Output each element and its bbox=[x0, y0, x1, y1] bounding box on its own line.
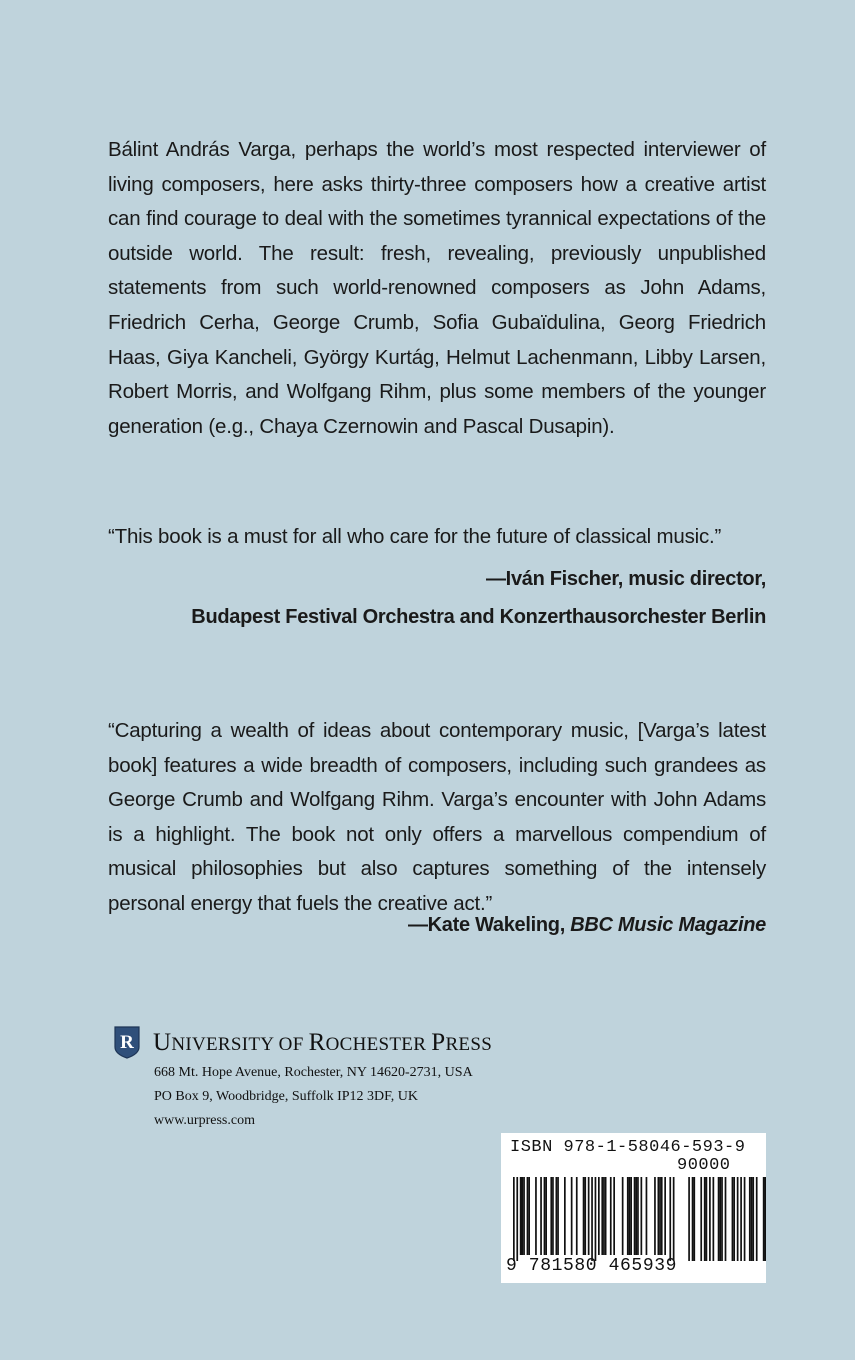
addon-bar bbox=[752, 1177, 754, 1261]
barcode-bar bbox=[605, 1177, 607, 1255]
barcode-bar bbox=[654, 1177, 656, 1255]
barcode-bar bbox=[588, 1177, 590, 1255]
addon-bar bbox=[737, 1177, 739, 1261]
addon-bar bbox=[749, 1177, 751, 1261]
reviewer-name: —Kate Wakeling, bbox=[407, 914, 565, 936]
barcode-bar bbox=[659, 1177, 661, 1255]
addon-bar bbox=[751, 1177, 753, 1261]
barcode-bar bbox=[641, 1177, 643, 1255]
barcode-bar bbox=[522, 1177, 524, 1255]
review-quote-2: “Capturing a wealth of ideas about contemporary music, [Varga’s latest book] features a wide breadth of composers, including such grandees as George Crumb and Wolfgang Rihm. Varga’s encounter with John Adams is a highlight. The book not only offers a marvellous compendium of musical philosophies but also captures something of the intensely personal energy that fuels the creative act.” bbox=[108, 719, 766, 915]
barcode-bar bbox=[661, 1177, 663, 1255]
barcode-bar bbox=[630, 1177, 632, 1255]
barcode-bar bbox=[557, 1177, 559, 1255]
barcode-bar bbox=[583, 1177, 585, 1255]
addon-bar bbox=[693, 1177, 695, 1261]
addon-bar bbox=[721, 1177, 723, 1261]
review-attribution-2 bbox=[66, 908, 766, 943]
book-description: Bálint András Varga, perhaps the world’s most respected interviewer of living composers, here asks thirty-three composers how a creative artist can find courage to deal with the sometimes tyrannical expectations of the outside world. The result: fresh, revealing, previously unpublished statements from such world-renowned composers as John Adams, Friedrich Cerha, George Crumb, Sofia Gubaïdulina, Georg Friedrich Haas, Giya Kancheli, György Kurtág, Helmut Lachenmann, Libby Larsen, Robert Morris, and Wolfgang Rihm, plus some members of the younger generation (e.g., Chaya Czernowin and Pascal Dusapin). bbox=[108, 138, 766, 438]
review-attribution-1-affiliation: Budapest Festival Orchestra and Konzerthausorchester Berlin bbox=[191, 606, 766, 628]
barcode-bar bbox=[603, 1177, 605, 1255]
barcode-bar bbox=[544, 1177, 546, 1255]
barcode-bar bbox=[598, 1177, 600, 1255]
barcode-bar bbox=[622, 1177, 624, 1255]
addon-bar bbox=[713, 1177, 715, 1261]
review-quote-1: “This book is a must for all who care for the future of classical music.” bbox=[108, 525, 722, 548]
barcode-bar bbox=[550, 1177, 552, 1255]
barcode-bar bbox=[513, 1177, 515, 1261]
barcode-bar bbox=[629, 1177, 631, 1255]
publisher-website: www.urpress.com bbox=[154, 1113, 255, 1128]
publisher-address-uk: PO Box 9, Woodbridge, Suffolk IP12 3DF, UK bbox=[154, 1089, 419, 1104]
barcode-bar bbox=[627, 1177, 629, 1255]
isbn-label: ISBN 978-1-58046-593-9 bbox=[510, 1138, 746, 1157]
barcode-bar bbox=[613, 1177, 615, 1255]
publisher-logo-icon bbox=[113, 1025, 141, 1059]
barcode-bar bbox=[556, 1177, 558, 1255]
barcode-bar bbox=[520, 1177, 522, 1255]
addon-bar bbox=[704, 1177, 706, 1261]
barcode-bar bbox=[545, 1177, 547, 1255]
review-attribution-1: —Iván Fischer, music director, bbox=[485, 568, 766, 590]
barcode-bar bbox=[673, 1177, 675, 1261]
addon-bar bbox=[719, 1177, 721, 1261]
barcode-bar bbox=[664, 1177, 666, 1255]
barcode-bar bbox=[610, 1177, 612, 1255]
addon-bar bbox=[706, 1177, 708, 1261]
isbn-barcode bbox=[501, 1133, 766, 1283]
barcode-bar bbox=[646, 1177, 648, 1255]
review-source: BBC Music Magazine bbox=[570, 914, 766, 936]
addon-bar bbox=[756, 1177, 758, 1261]
publisher-address-us: 668 Mt. Hope Avenue, Rochester, NY 14620-2731, USA bbox=[154, 1065, 473, 1080]
barcode-bar bbox=[658, 1177, 660, 1255]
addon-bar bbox=[700, 1177, 702, 1261]
addon-bar bbox=[688, 1177, 690, 1261]
barcode-bar bbox=[584, 1177, 586, 1255]
addon-bar bbox=[718, 1177, 720, 1261]
barcode-bar bbox=[634, 1177, 636, 1255]
addon-bar bbox=[763, 1177, 765, 1261]
barcode-bar bbox=[571, 1177, 573, 1255]
barcode-bar bbox=[552, 1177, 554, 1255]
addon-bar bbox=[709, 1177, 711, 1261]
barcode-bar bbox=[523, 1177, 525, 1255]
barcode-bar bbox=[535, 1177, 537, 1255]
barcode-bar bbox=[591, 1177, 593, 1261]
barcode-bar bbox=[635, 1177, 637, 1255]
addon-bar bbox=[744, 1177, 746, 1261]
addon-bar bbox=[692, 1177, 694, 1261]
barcode-bar bbox=[637, 1177, 639, 1255]
svg-text:R: R bbox=[120, 1032, 134, 1053]
barcode-bar bbox=[528, 1177, 530, 1255]
addon-bar bbox=[765, 1177, 766, 1261]
addon-bar bbox=[725, 1177, 727, 1261]
barcode-bar bbox=[564, 1177, 566, 1255]
barcode-bar bbox=[540, 1177, 542, 1255]
publisher-name: UNIVERSITY OF ROCHESTER PRESS bbox=[153, 1029, 493, 1056]
barcode-bar bbox=[669, 1177, 671, 1261]
addon-bar bbox=[740, 1177, 742, 1261]
barcode-bar bbox=[595, 1177, 597, 1261]
addon-bar bbox=[732, 1177, 734, 1261]
addon-bar bbox=[733, 1177, 735, 1261]
barcode-bar bbox=[527, 1177, 529, 1255]
price-addon-code: 90000 bbox=[677, 1156, 731, 1175]
barcode-bar bbox=[576, 1177, 578, 1255]
barcode-bar bbox=[516, 1177, 518, 1261]
barcode-digits: 9 781580 465939 bbox=[506, 1256, 678, 1276]
barcode-bar bbox=[601, 1177, 603, 1255]
